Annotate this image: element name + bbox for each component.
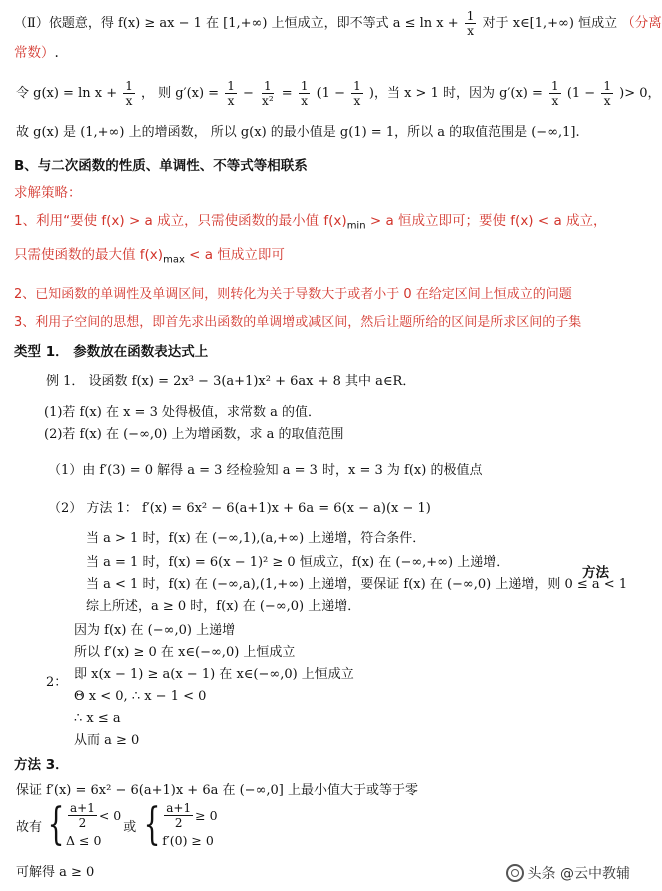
method2-label: 2： [46, 675, 68, 690]
case-summary: 综上所述，a ≥ 0 时，f(x) 在 (−∞,0) 上递增． [86, 599, 361, 614]
s1-a: 1、利用“要使 f(x) > a 成立，只需使函数的最小值 f(x) [14, 213, 347, 229]
fraction: $\frac{1}{x}$ [227, 79, 235, 108]
watermark-text: 头条 @云中教辅 [527, 866, 630, 882]
gt-zero: )> 0， [619, 86, 661, 101]
paren-open: (1 − [316, 86, 345, 101]
case-a-lt-1: 当 a < 1 时，f(x) 在 (−∞,a),(1,+∞) 上递增，要保证 f(x) 在 (−∞,0) 上递增，则 0 ≤ a < 1 [86, 577, 628, 592]
strategy-2: 2、已知函数的单调性及单调区间，则转化为关于导数大于或者小于 0 在给定区间上恒成立的问题 [14, 287, 572, 302]
s1-b: > a 恒成立即可；要使 f(x) < a 成立， [369, 213, 607, 229]
fraction: $\frac{1}{x}$ [551, 79, 559, 108]
part2-line1-text: （Ⅱ）依题意，得 f(x) ≥ ax − 1 在 [1,+∞) 上恒成立，即不等式 a ≤ ln x + [14, 16, 459, 31]
answer-2-method1: （2） 方法 1： f′(x) = 6x² − 6(a+1)x + 6a = 6(x − a)(x − 1) [48, 501, 431, 516]
fraction: $\frac{1}{x}$ [353, 79, 361, 108]
frac-numerator: 1 [466, 9, 475, 23]
sys2-numerator: a+1 [166, 801, 192, 815]
part2-line2-end: . [54, 45, 59, 61]
answer-1: （1）由 f′(3) = 0 解得 a = 3 经检验知 a = 3 时，x = 3 为 f(x) 的极值点 [48, 463, 483, 478]
or-word: 或 [123, 819, 137, 835]
left-brace: { [143, 799, 161, 850]
therefore-have: 故有 [16, 819, 43, 835]
s1-c: 只需使函数的最大值 f(x) [14, 247, 164, 263]
left-brace: { [47, 799, 65, 850]
sys1-delta: Δ ≤ 0 [66, 833, 102, 848]
method2-line5: ∴ x ≤ a [74, 711, 121, 726]
s1-sub: min [346, 220, 366, 232]
minus: − [243, 86, 254, 101]
method2-line6: 从而 a ≥ 0 [74, 733, 140, 748]
method2-line1: 因为 f(x) 在 (−∞,0) 上递增 [74, 623, 236, 638]
sys1-denominator: 2 [78, 816, 87, 830]
final-result: 可解得 a ≥ 0 [16, 865, 95, 880]
question-2: (2)若 f(x) 在 (−∞,0) 上为增函数，求 a 的取值范围 [44, 427, 344, 442]
method2-line4: Θ x < 0, ∴ x − 1 < 0 [74, 689, 207, 704]
sys1-numerator: a+1 [70, 801, 95, 815]
fraction: $\frac{1}{x}$ [300, 79, 309, 108]
strategy-1b [14, 248, 285, 266]
method2-line2: 所以 f′(x) ≥ 0 在 x∈(−∞,0) 上恒成立 [74, 645, 296, 660]
method3-title: 方法 3． [14, 757, 69, 773]
g-def: 令 g(x) = ln x + [16, 86, 118, 101]
part2-line2 [14, 46, 59, 62]
when-x-gt-1: )，当 x > 1 时，因为 g′(x) = [368, 86, 543, 101]
watermark [506, 863, 630, 883]
part2-line3: 令 g(x) = ln x + $\frac{1}{x}$ ， 则 g′(x) = $\frac{1}{x}$ − $\frac{1}{\text{x²}}$ = $\frac{1}{x}$ (1 − $\frac{1}{x}$ )，当 x > 1 时，因为 g′(x) = $\frac{1}{x}$ (1 − $\frac{1}{x}$ )> 0， [16, 79, 661, 108]
strategy-3: 3、利用子空间的思想，即首先求出函数的单调增或减区间，然后让题所给的区间是所求区间的子集 [14, 315, 582, 330]
part2-line1-red: （分离 [621, 15, 662, 31]
method3-systems [16, 799, 218, 850]
example-1: 例 1． 设函数 f(x) = 2x³ − 3(a+1)x² + 6ax + 8 其中 a∈R． [46, 374, 416, 389]
fraction: $\frac{1}{x}$ [125, 79, 133, 108]
equals: = [281, 86, 293, 101]
sys1-relation: < 0 [98, 808, 122, 823]
system-1 [66, 802, 121, 848]
s1-sub2: max [163, 254, 185, 266]
fraction: $\frac{1}{x}$ [603, 79, 611, 108]
frac-denominator: x [467, 24, 474, 38]
part2-line1 [14, 10, 662, 37]
system-2 [162, 802, 217, 848]
case-a-eq-1: 当 a = 1 时，f(x) = 6(x − 1)² ≥ 0 恒成立，f(x) 在 (−∞,+∞) 上递增． [86, 555, 510, 570]
method-label-right: 方法 [582, 565, 609, 581]
strategy-label: 求解策略： [14, 185, 82, 201]
case-a-gt-1: 当 a > 1 时，f(x) 在 (−∞,1),(a,+∞) 上递增，符合条件． [86, 531, 426, 546]
method2-line3: 即 x(x − 1) ≥ a(x − 1) 在 x∈(−∞,0) 上恒成立 [74, 667, 354, 682]
section-b-title: B、与二次函数的性质、单调性、不等式等相联系 [14, 158, 308, 174]
type1-title: 类型 1． 参数放在函数表达式上 [14, 344, 209, 360]
part2-line1-tail: 对于 x∈[1,+∞) 恒成立 [482, 16, 618, 31]
sys2-denominator: 2 [174, 816, 183, 830]
sys2-relation: ≥ 0 [195, 808, 218, 823]
s1-d: < a 恒成立即可 [189, 247, 285, 263]
sys2-fprime0: f′(0) ≥ 0 [162, 833, 214, 848]
fraction [465, 10, 477, 37]
question-1: (1)若 f(x) 在 x = 3 处得极值，求常数 a 的值． [44, 405, 322, 420]
method3-line1: 保证 f′(x) = 6x² − 6(a+1)x + 6a 在 (−∞,0] 上最小值大于或等于零 [16, 783, 419, 798]
part2-line4: 故 g(x) 是 (1,+∞) 上的增函数， 所以 g(x) 的最小值是 g(1) = 1，所以 a 的取值范围是 (−∞,1]. [16, 125, 580, 140]
toutiao-logo-icon [506, 864, 524, 882]
part2-line2-red: 常数） [14, 45, 55, 61]
strategy-1a [14, 214, 607, 232]
fraction: $\frac{1}{\text{x²}}$ [262, 79, 274, 108]
g-prime: ， 则 g′(x) = [141, 86, 220, 101]
